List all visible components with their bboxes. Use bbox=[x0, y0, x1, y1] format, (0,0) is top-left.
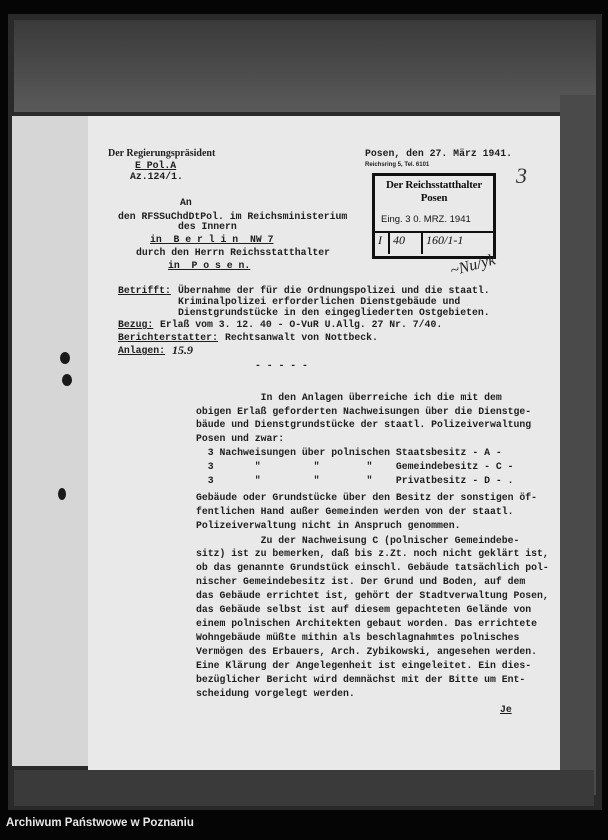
body-line: sitz) ist zu bemerken, daß bis z.Zt. noch nicht geklärt ist, bbox=[196, 548, 549, 559]
punch-hole bbox=[60, 352, 70, 364]
betrifft-label: Betrifft: bbox=[118, 285, 171, 296]
body-line: Gebäude oder Grundstücke über den Besitz der sonstigen öf- bbox=[196, 492, 537, 503]
anlagen-label: Anlagen: bbox=[118, 345, 166, 356]
body-line: fentlichen Hand außer Gemeinden werden von der staatl. bbox=[196, 506, 514, 517]
punch-hole bbox=[58, 488, 66, 500]
place-date: Posen, den 27. März 1941. bbox=[365, 148, 512, 159]
body-line: obigen Erlaß geforderten Nachweisungen über die Dienstge- bbox=[196, 406, 532, 417]
betrifft-line: Dienstgrundstücke in den eingegliederten Ostgebieten. bbox=[178, 307, 490, 318]
body-line: scheidung vorgelegt werden. bbox=[196, 688, 355, 699]
scan-right-band bbox=[560, 95, 596, 795]
received-stamp bbox=[372, 173, 496, 259]
betrifft-line: Übernahme der für die Ordnungspolizei und die staatl. bbox=[178, 285, 490, 296]
body-line: Polizeiverwaltung nicht in Anspruch genommen. bbox=[196, 520, 461, 531]
recipient-line: durch den Herrn Reichsstatthalter bbox=[136, 247, 331, 258]
body-line: ob das genannte Grundstück einschl. Gebäude tatsächlich pol- bbox=[196, 562, 549, 573]
authority: Der Regierungspräsident bbox=[108, 148, 216, 159]
body-line: 3 " " " Gemeindebesitz - C - bbox=[196, 461, 514, 472]
berichterstatter-label: Berichterstatter: bbox=[118, 332, 218, 343]
department: E Pol.A bbox=[135, 160, 177, 171]
file-reference: Az.124/1. bbox=[130, 171, 183, 182]
body-line: Wohngebäude müßte mithin als beschlagnahmtes polnisches bbox=[196, 632, 520, 643]
recipient-line: den RFSSuChdDtPol. im Reichsministerium bbox=[118, 211, 348, 222]
bezug-label: Bezug: bbox=[118, 319, 154, 330]
separator: - - - - - bbox=[255, 360, 308, 371]
punch-hole bbox=[62, 374, 72, 386]
scan-bottom-band bbox=[14, 770, 594, 806]
page-number-handwritten: 3 bbox=[516, 163, 527, 188]
stamp-cell: 160/1-1 bbox=[426, 233, 464, 247]
body-line: das Gebäude selbst ist auf diesem gepachteten Gelände von bbox=[196, 604, 532, 615]
betrifft-line: Kriminalpolizei erforderlichen Dienstgebäude und bbox=[178, 296, 461, 307]
berichterstatter: Rechtsanwalt von Nottbeck. bbox=[225, 332, 378, 343]
recipient-an: An bbox=[180, 197, 192, 208]
body-line: bäude und Dienstgrundstücke der staatl. Polizeiverwaltung bbox=[196, 419, 532, 430]
body-line: In den Anlagen überreiche ich die mit dem bbox=[196, 392, 502, 403]
stamp-cell: I bbox=[375, 233, 390, 254]
body-line: nischer Gemeindebesitz ist. Der Grund und Boden, auf dem bbox=[196, 576, 526, 587]
recipient-city: in P o s e n. bbox=[168, 260, 251, 271]
address-line: Reichsring 5, Tel. 6101 bbox=[365, 162, 430, 168]
body-line: Posen und zwar: bbox=[196, 433, 285, 444]
body-line: 3 " " " Privatbesitz - D - . bbox=[196, 475, 514, 486]
stamp-signature: ~Nu/yk bbox=[448, 251, 498, 280]
binding-strip bbox=[12, 116, 90, 766]
body-line: Vermögen des Erbauers, Arch. Zybikowski, angesehen werden. bbox=[196, 646, 537, 657]
body-line: einem polnischen Architekten gebaut worden. Das errichtete bbox=[196, 618, 537, 629]
stamp-received-date: Eing. 3 0. MRZ. 1941 bbox=[381, 214, 471, 225]
body-line: das Gebäude errichtet ist, gehört der Stadtverwaltung Posen, bbox=[196, 590, 549, 601]
body-line: Zu der Nachweisung C (polnischer Gemeindebe- bbox=[196, 535, 520, 546]
stamp-title-2: Posen bbox=[420, 192, 448, 204]
stamp-title-1: Der Reichsstatthalter bbox=[385, 179, 483, 191]
recipient-line: des Innern bbox=[178, 221, 237, 232]
body-line: bezüglicher Bericht wird demnächst mit der Bitte um Ent- bbox=[196, 674, 526, 685]
bezug: Erlaß vom 3. 12. 40 - O-VuR U.Allg. 27 Nr. 7/40. bbox=[160, 319, 443, 330]
scan-top-band bbox=[14, 20, 596, 112]
anlagen-handwritten: 15.9 bbox=[172, 343, 193, 357]
body-line: Eine Klärung der Angelegenheit ist eingeleitet. Ein dies- bbox=[196, 660, 532, 671]
body-line: 3 Nachweisungen über polnischen Staatsbesitz - A - bbox=[196, 447, 502, 458]
stamp-cell: 40 bbox=[390, 233, 423, 254]
archive-credit: Archiwum Państwowe w Poznaniu bbox=[6, 817, 194, 829]
recipient-city: in B e r l i n NW 7 bbox=[150, 234, 274, 245]
initials: Je bbox=[500, 704, 512, 715]
